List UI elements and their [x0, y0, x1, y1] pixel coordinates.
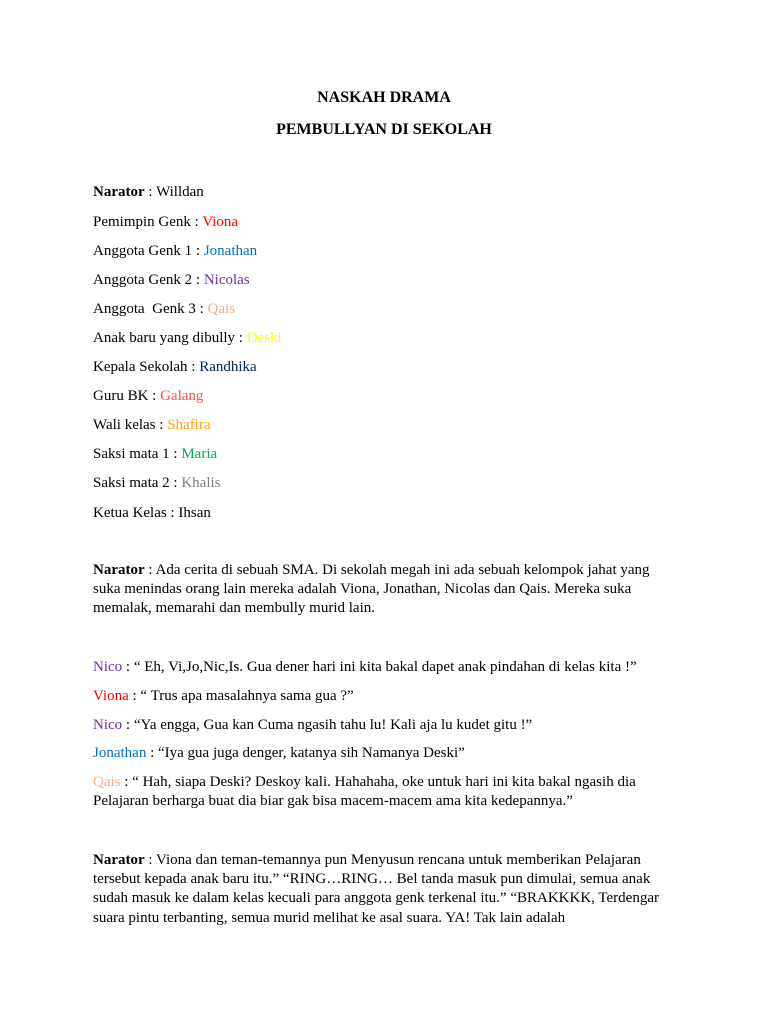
cast-line-pemimpin [93, 213, 238, 232]
cast-name: Viona [202, 214, 239, 230]
dialog-text: : “ Trus apa masalahnya sama gua ?” [128, 688, 354, 704]
narration-text: : Viona dan teman-temannya pun Menyusun rencana untuk memberikan Pelajaran tersebut kepada anak baru itu.” “RING…RING… Bel tanda masuk pun dimulai, semua anak sudah masuk ke dalam kelas kecuali para anggota genk terkenal itu.” “BRAKKKK, Terdengar suara pintu terbanting, semua murid melihat ke asal suara. YA! Tak lain adalah [93, 852, 659, 926]
cast-line-saksi-1 [93, 445, 217, 464]
cast-line-ketua-kelas [93, 504, 211, 523]
narration-paragraph [93, 851, 675, 928]
cast-line-anggota-2 [93, 271, 250, 290]
dialog-text: : “ Eh, Vi,Jo,Nic,Is. Gua dener hari ini kita bakal dapet anak pindahan di kelas kita !” [122, 659, 637, 675]
dialog-line [93, 773, 675, 811]
cast-role: Anggota Genk 1 : [93, 243, 204, 259]
document-title: NASKAH DRAMA [317, 89, 451, 106]
cast-role: Pemimpin Genk : [93, 214, 203, 230]
speaker-name: Nico [93, 659, 123, 675]
cast-name: Nicolas [203, 272, 250, 288]
dialog-text: : “Ya engga, Gua kan Cuma ngasih tahu lu! Kali aja lu kudet gitu !” [122, 717, 533, 733]
cast-name: Maria [181, 446, 218, 462]
cast-name: Galang [160, 388, 204, 404]
cast-line-kepala-sekolah [93, 358, 257, 377]
cast-name: Ihsan [178, 505, 211, 521]
speaker-name: Qais [93, 774, 121, 790]
speaker-name: Narator [93, 852, 145, 868]
speaker-name: Narator [93, 562, 145, 578]
cast-name: Shafira [167, 417, 211, 433]
cast-role: Kepala Sekolah : [93, 359, 200, 375]
dialog-line [93, 744, 675, 763]
cast-name: Randhika [199, 359, 257, 375]
dialog-line [93, 687, 675, 706]
narration-text: : Ada cerita di sebuah SMA. Di sekolah megah ini ada sebuah kelompok jahat yang suka menindas orang lain mereka adalah Viona, Jonathan, Nicolas dan Qais. Mereka suka memalak, memarahi dan membully murid lain. [93, 562, 650, 617]
cast-name: Khalis [181, 475, 221, 491]
cast-role: Saksi mata 2 : [93, 475, 182, 491]
cast-role: Narator [93, 184, 145, 200]
speaker-name: Jonathan [93, 745, 147, 761]
cast-name: Willdan [156, 184, 204, 200]
dialog-line [93, 658, 675, 677]
narration-paragraph [93, 561, 675, 619]
cast-role: Saksi mata 1 : [93, 446, 182, 462]
speaker-name: Nico [93, 717, 123, 733]
cast-role: Anak baru yang dibully : [93, 330, 247, 346]
cast-separator: : [144, 184, 157, 200]
cast-role: Anggota Genk 2 : [93, 272, 204, 288]
cast-line-wali-kelas [93, 416, 211, 435]
dialog-text: : “ Hah, siapa Deski? Deskoy kali. Hahahaha, oke untuk hari ini kita bakal ngasih dia Pelajaran berharga buat dia biar gak bisa macem-macem ama kita kedepannya.” [93, 774, 636, 810]
cast-line-guru-bk [93, 387, 203, 406]
cast-role: Anggota Genk 3 : [93, 301, 208, 317]
cast-line-anggota-1 [93, 242, 257, 261]
speaker-name: Viona [93, 688, 129, 704]
cast-role: Wali kelas : [93, 417, 168, 433]
dialog-line [93, 716, 675, 735]
document-subtitle: PEMBULLYAN DI SEKOLAH [276, 121, 492, 138]
cast-line-narator [93, 183, 204, 202]
cast-name: Qais [207, 301, 236, 317]
dialog-text: : “Iya gua juga denger, katanya sih Namanya Deski” [146, 745, 465, 761]
cast-role: Guru BK : [93, 388, 161, 404]
cast-role: Ketua Kelas : [93, 505, 179, 521]
cast-name: Jonathan [203, 243, 258, 259]
cast-name: Deski [246, 330, 282, 346]
cast-line-saksi-2 [93, 474, 221, 493]
cast-line-anak-baru [93, 329, 282, 348]
cast-line-anggota-3 [93, 300, 235, 319]
